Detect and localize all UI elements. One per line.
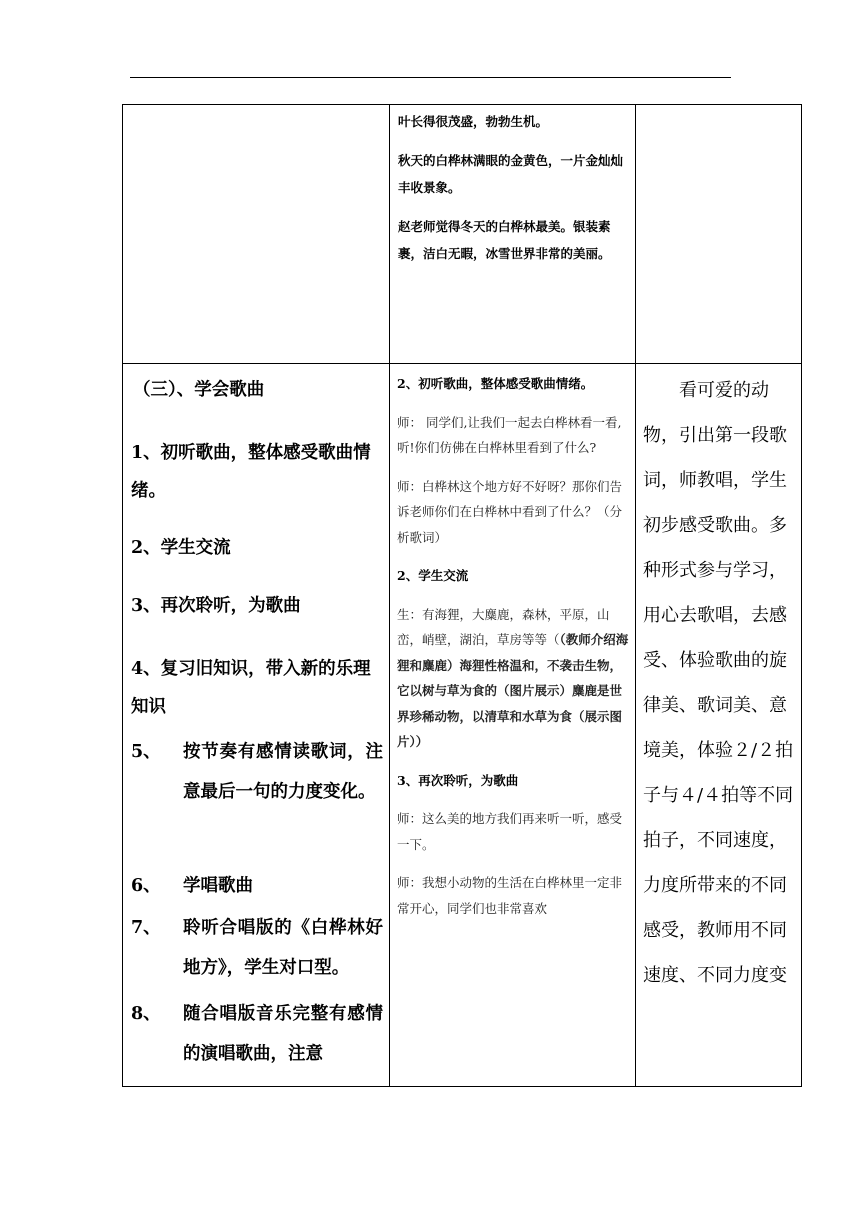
text-run: 生：有海狸，大麋鹿，森林，平原，山峦，峭壁，湖泊，草房等等（: [397, 606, 610, 647]
step-item: 3、再次聆听，为歌曲: [131, 596, 301, 616]
paragraph: [397, 602, 631, 755]
paragraph: 2、学生交流: [397, 568, 469, 583]
paragraph: 师：我想小动物的生活在白桦林里一定非常开心，同学们也非常喜欢: [397, 875, 623, 916]
paragraph: 师：白桦林这个地方好不好呀？那你们告诉老师你们在白桦林中看到了什么？（分析歌词）: [397, 478, 623, 545]
step-item: [123, 914, 383, 994]
row1-middle-cell: [398, 108, 630, 358]
row2-middle-cell: [397, 371, 631, 1085]
step-number: 6、: [131, 876, 161, 896]
text-run: （教师介绍海狸和麋鹿）海狸性格温和，不袭击生物，它以树与草为食的（图片展示）麋鹿是世界珍稀动物，以清草和水草为食（展示图片））: [397, 632, 629, 749]
step-text: 随合唱版音乐完整有感情的演唱歌曲，注意: [183, 1004, 383, 1064]
lesson-table: [122, 104, 802, 1087]
step-item: 4、复习旧知识，带入新的乐理知识: [131, 659, 371, 717]
step-number: 8、: [131, 1004, 161, 1024]
step-item: 1、初听歌曲，整体感受歌曲情绪。: [131, 443, 371, 501]
step-text: 按节奏有感情读歌词，注意最后一句的力度变化。: [183, 742, 383, 802]
paragraph: 师： 同学们,让我们一起去白桦林看一看,听!你们仿佛在白桦林里看到了什么?: [397, 414, 622, 455]
step-text: 学唱歌曲: [183, 876, 253, 896]
section-heading: （三）、学会歌曲: [133, 380, 265, 400]
design-intent-text: 看可爱的动物，引出第一段歌词，师教唱，学生初步感受歌曲。多种形式参与学习，用心去歌唱，去感受、体验歌曲的旋律美、歌词美、意境美，体验２/２拍子与４/４拍等不同拍子，不同速度，力度所带来的不同感受，教师用不同速度、不同力度变: [643, 380, 794, 986]
paragraph: 赵老师觉得冬天的白桦林最美。银装素裹，洁白无暇，冰雪世界非常的美丽。: [398, 219, 611, 261]
step-item: 2、学生交流: [131, 538, 231, 558]
header-rule: [130, 77, 731, 78]
paragraph: 秋天的白桦林满眼的金黄色，一片金灿灿丰收景象。: [398, 153, 624, 195]
paragraph: 叶长得很茂盛，勃勃生机。: [398, 114, 549, 129]
step-number: 5、: [131, 742, 161, 762]
paragraph: 师：这么美的地方我们再来听一听，感受一下。: [397, 811, 623, 852]
step-item: [123, 738, 383, 858]
step-text: 聆听合唱版的《白桦林好地方》，学生对口型。: [183, 918, 383, 978]
row1-left-cell: [123, 105, 389, 363]
paragraph: 2、初听歌曲，整体感受歌曲情绪。: [397, 376, 594, 391]
row1-right-cell: [636, 105, 802, 363]
step-item: [123, 1000, 383, 1080]
row2-left-cell: [123, 364, 389, 1086]
column-divider: [389, 105, 390, 1086]
row2-right-cell: [643, 368, 799, 1084]
step-number: 7、: [131, 918, 161, 938]
paragraph: 3、再次聆听，为歌曲: [397, 772, 519, 788]
